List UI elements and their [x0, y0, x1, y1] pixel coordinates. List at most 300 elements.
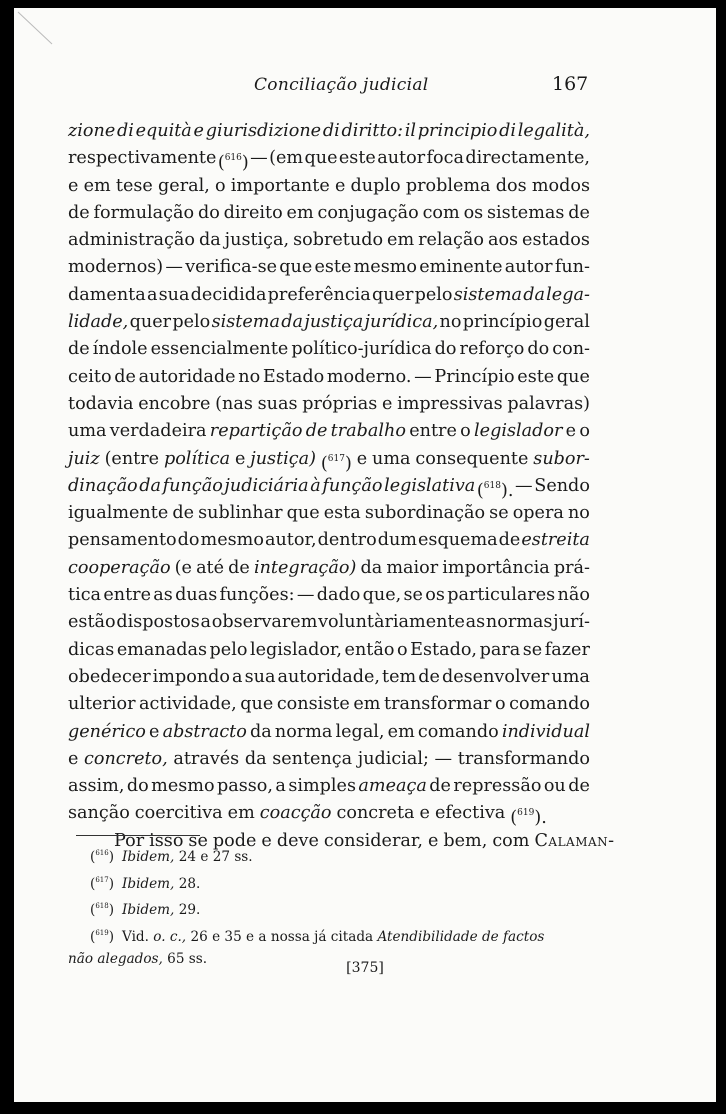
word [521, 527, 590, 554]
footnote [68, 895, 590, 922]
word-part: dispostos [116, 612, 200, 633]
word-part: ( [217, 153, 225, 174]
word-part: actividade, [139, 694, 237, 715]
text-line [68, 227, 590, 254]
footnote-number: ($^{619}$) [90, 928, 114, 945]
footnote-text: 26 e 35 e a nossa já citada [186, 928, 378, 945]
word-part: para [479, 639, 521, 660]
word-part: pensamento [68, 530, 177, 551]
word [496, 173, 527, 200]
word [68, 309, 128, 336]
word-part: e [381, 393, 393, 414]
word [499, 527, 521, 554]
word-part: fun- [554, 257, 590, 278]
word-part: modernos) [68, 257, 164, 278]
word-part: se [188, 830, 208, 851]
word-part: política [163, 448, 231, 469]
word [554, 555, 590, 582]
word [534, 473, 590, 500]
word [440, 309, 462, 336]
word [68, 527, 177, 554]
word-part: repartição [209, 421, 303, 442]
word [173, 746, 239, 773]
word-part: o [495, 694, 506, 715]
footnote-text: Ibidem, [122, 849, 175, 865]
word-part: tese [115, 175, 153, 196]
word-part: lidade, [68, 312, 129, 333]
word-part: se [522, 639, 543, 660]
word-part: relação [418, 230, 484, 251]
word [337, 800, 415, 827]
word-part: ou [543, 776, 566, 797]
word-part: eminente [419, 257, 503, 278]
word [228, 800, 255, 827]
word [297, 582, 315, 609]
word [544, 773, 566, 800]
sheet-number: [375] [346, 960, 384, 976]
word [365, 500, 485, 527]
word [68, 637, 114, 664]
word [198, 200, 220, 227]
word-part: pode [212, 830, 257, 851]
footnote-text: o. c., [153, 928, 187, 945]
word-part: dum [377, 530, 417, 551]
word [418, 118, 498, 145]
word-part: e [427, 830, 439, 851]
word [358, 746, 429, 773]
word [527, 336, 549, 363]
word-part: ameaça [358, 776, 427, 797]
word [518, 118, 590, 145]
word-part: no [567, 503, 590, 524]
word [268, 282, 371, 309]
word [68, 418, 107, 445]
word [509, 691, 590, 718]
word [151, 336, 289, 363]
word [235, 446, 245, 473]
word-part: da [281, 312, 304, 333]
word-part: as [465, 612, 486, 633]
footnote-reference: 616 [224, 153, 242, 164]
word [245, 664, 276, 691]
word-part: e [261, 830, 272, 851]
word [68, 582, 101, 609]
word-part: que [279, 257, 313, 278]
text-line [68, 254, 590, 281]
word [420, 800, 430, 827]
word [163, 719, 247, 746]
word-part: político-jurídica [291, 339, 432, 360]
word [358, 773, 426, 800]
word [218, 145, 249, 172]
word-part: uma [68, 421, 107, 442]
word [568, 200, 590, 227]
word [388, 719, 415, 746]
footnote-text: 29. [174, 902, 201, 918]
word-part: os [463, 202, 484, 223]
word [68, 173, 78, 200]
word-part: sanção [68, 803, 130, 824]
word [397, 391, 503, 418]
word [579, 418, 590, 445]
word-part: os [425, 585, 445, 606]
word [360, 555, 382, 582]
word [159, 282, 190, 309]
word [68, 473, 138, 500]
word-part: transformar [384, 694, 492, 715]
word [228, 555, 250, 582]
word-part: da [523, 284, 545, 305]
word [68, 746, 78, 773]
word-part: equità [135, 121, 192, 141]
word [382, 391, 392, 418]
text-line [68, 309, 590, 336]
word-part: estados [522, 230, 590, 251]
word-part: estão [68, 612, 116, 633]
word [429, 773, 451, 800]
word [158, 173, 210, 200]
word-part: ). [534, 808, 547, 829]
word [406, 173, 491, 200]
word-part: do [126, 776, 149, 797]
word-part: Estado [262, 366, 325, 387]
word-part: respectivamente [68, 148, 217, 169]
word-part: passo, [216, 776, 273, 797]
word [84, 746, 168, 773]
word-part: desenvolver [441, 666, 550, 687]
word-part: pelo [172, 312, 211, 333]
word [135, 800, 223, 827]
word-part: do [527, 339, 550, 360]
word [323, 118, 340, 145]
footnote-reference: 619 [517, 808, 535, 819]
word-part: ) [344, 453, 352, 474]
word [414, 364, 432, 391]
text-line [68, 773, 590, 800]
text-line [68, 582, 590, 609]
word [372, 446, 411, 473]
word [163, 473, 223, 500]
word [68, 773, 124, 800]
word-part: consiste [276, 694, 350, 715]
word [382, 664, 416, 691]
word-part: tem [382, 666, 417, 687]
word-part: dentro [317, 530, 377, 551]
word-part: de [418, 666, 440, 687]
word-part: Estado, [410, 639, 478, 660]
word-part: tica [68, 585, 102, 606]
text-line [68, 637, 590, 664]
word-part: ) [241, 153, 249, 174]
word-part: (e [174, 557, 192, 578]
word-part: voluntàriamente [318, 612, 465, 633]
word [377, 145, 425, 172]
word [454, 282, 522, 309]
footnote-number: ($^{617}$) [90, 875, 114, 892]
word-part: através [173, 748, 240, 769]
word [194, 118, 204, 145]
word [384, 473, 475, 500]
footnote-number-value: 618 [95, 902, 109, 910]
footnote-text: Ibidem, [122, 875, 175, 892]
word [175, 582, 217, 609]
word-part: o [460, 421, 471, 442]
word [105, 446, 160, 473]
word-part: da [244, 748, 267, 769]
word [288, 773, 356, 800]
word [553, 609, 590, 636]
word-part: observarem [211, 612, 318, 633]
scan-corner-mark [14, 8, 54, 48]
word-part: con- [552, 339, 590, 360]
word-part: autor [504, 257, 553, 278]
text-line [68, 118, 590, 145]
word [279, 254, 312, 281]
word [275, 719, 333, 746]
word-part: índole [92, 339, 148, 360]
word-part: legislador [474, 421, 563, 442]
word-part: ( [320, 453, 328, 474]
word-part: duas [175, 585, 218, 606]
word [172, 309, 210, 336]
word [293, 227, 383, 254]
word [68, 691, 135, 718]
word [110, 418, 207, 445]
footnote-number: ($^{616}$) [90, 849, 114, 865]
word-part: funções: [219, 585, 295, 606]
word [357, 446, 367, 473]
footnote-text: não alegados, [68, 951, 163, 967]
word-part: isso [149, 830, 184, 851]
word [499, 118, 516, 145]
word-part: a [200, 612, 212, 633]
word-part: dicas [68, 639, 115, 660]
footnote-text: 28. [174, 875, 201, 892]
word-part: fazer [544, 639, 590, 660]
word [502, 719, 590, 746]
word-part: esta [323, 503, 361, 524]
word-part: (entre [104, 448, 160, 469]
word-part: quer [129, 312, 172, 333]
word-part: que [240, 694, 274, 715]
word-part: prá- [553, 557, 590, 578]
word [423, 200, 460, 227]
word [532, 173, 590, 200]
word-part: repressão [453, 776, 542, 797]
word [517, 364, 554, 391]
word-part: e [419, 803, 430, 824]
word [127, 773, 149, 800]
word-part: uma [551, 666, 590, 687]
word-part: de [498, 530, 521, 551]
word-part: problema [405, 175, 491, 196]
word [94, 200, 195, 227]
word [415, 446, 528, 473]
word [435, 800, 505, 827]
word-part: zione [68, 121, 116, 141]
word-part: este [314, 257, 352, 278]
word [68, 118, 115, 145]
word [68, 664, 151, 691]
book-page [14, 8, 716, 1102]
word [515, 473, 533, 500]
word-part: em [387, 721, 415, 742]
word [324, 500, 361, 527]
word-part: de [568, 776, 590, 797]
word [477, 473, 514, 500]
word-part: que, [362, 585, 402, 606]
word [238, 364, 260, 391]
word-part: e [68, 175, 79, 196]
word [201, 609, 212, 636]
word-part: ( [476, 480, 484, 501]
word-part: uma [371, 448, 411, 469]
word [317, 200, 418, 227]
word [302, 391, 377, 418]
word-part: à [310, 475, 321, 496]
word-part: não [557, 585, 590, 606]
word-part: o [215, 175, 226, 196]
word-part: legal, [335, 721, 385, 742]
word-part: de [172, 503, 195, 524]
word [427, 145, 464, 172]
word [68, 719, 146, 746]
word-part: integração) [253, 557, 357, 578]
word [442, 555, 549, 582]
word-part: do [434, 339, 457, 360]
text-line [68, 446, 590, 473]
word-part: no [439, 312, 462, 333]
word [117, 118, 134, 145]
word [458, 746, 590, 773]
word-part: formulação [93, 202, 195, 223]
word [185, 254, 277, 281]
word-part: em [387, 230, 415, 251]
word-part: modos [531, 175, 590, 196]
word [339, 145, 376, 172]
word-part: consequente [415, 448, 529, 469]
word [178, 527, 200, 554]
word-part: — [165, 257, 183, 278]
word-part: este [517, 366, 555, 387]
word-part: princípio [462, 312, 543, 333]
word-part: concreto, [84, 748, 168, 769]
text-line [68, 746, 590, 773]
text-line [68, 145, 590, 172]
word [480, 637, 521, 664]
word-part: subor- [533, 448, 590, 469]
word-part: jurí- [553, 612, 590, 633]
word [287, 500, 320, 527]
word [265, 527, 317, 554]
text-line [68, 527, 590, 554]
word-part: aos [487, 230, 519, 251]
word-part: justiça, [224, 230, 290, 251]
word-part: di [322, 121, 340, 141]
word [397, 637, 408, 664]
word [153, 664, 230, 691]
word-part: di [499, 121, 517, 141]
word-part: se [403, 585, 423, 606]
footnote-reference: 617 [327, 453, 345, 464]
word-part: mesmo [353, 257, 418, 278]
word [304, 145, 337, 172]
word [139, 691, 237, 718]
word-part: coacção [259, 803, 332, 824]
word-part: da [360, 557, 383, 578]
word [435, 746, 453, 773]
body-text [68, 118, 615, 855]
word [68, 200, 90, 227]
word [287, 200, 314, 227]
word-part: em [353, 694, 381, 715]
word-part: função [322, 475, 383, 496]
word-part: importância [442, 557, 550, 578]
word-part: legalità, [517, 121, 590, 141]
word-part: comando [509, 694, 590, 715]
word-part: o [397, 639, 408, 660]
word [354, 254, 417, 281]
word [201, 527, 264, 554]
word [507, 391, 590, 418]
footnote-text: Vid. [122, 928, 154, 945]
word [544, 309, 590, 336]
word-part: a [275, 776, 286, 797]
word-part: assim, [68, 776, 125, 797]
word [510, 800, 547, 827]
word [522, 227, 590, 254]
word [453, 773, 541, 800]
word [172, 500, 194, 527]
word [217, 773, 273, 800]
word-part: entre [409, 421, 457, 442]
word-part: de [228, 557, 250, 578]
word-part: o [579, 421, 590, 442]
word [275, 773, 286, 800]
word-part: normas [485, 612, 553, 633]
word [224, 473, 308, 500]
word [523, 637, 542, 664]
word [434, 364, 514, 391]
word-part: coercitiva [134, 803, 223, 824]
word-part: e [334, 175, 346, 196]
word-part: individual [501, 721, 590, 742]
text-line [68, 500, 590, 527]
word-part: efectiva [434, 803, 506, 824]
word-part: — [515, 475, 533, 496]
word [314, 254, 351, 281]
word-part: sentença [272, 748, 353, 769]
word-part: da [139, 475, 162, 496]
word-part: — [414, 366, 432, 387]
word-part: dos [495, 175, 527, 196]
text-line [68, 555, 590, 582]
word-part: direito [223, 202, 283, 223]
word [149, 719, 159, 746]
word [405, 118, 416, 145]
word [114, 364, 136, 391]
word-part: trabalho [330, 421, 406, 442]
word-part: jurídica, [364, 312, 439, 333]
word [215, 391, 253, 418]
word [386, 555, 438, 582]
word [68, 364, 112, 391]
word-part: cooperação [68, 557, 171, 578]
word [568, 500, 590, 527]
word [505, 254, 553, 281]
word-part: maior [386, 557, 439, 578]
word-part: em [83, 175, 111, 196]
